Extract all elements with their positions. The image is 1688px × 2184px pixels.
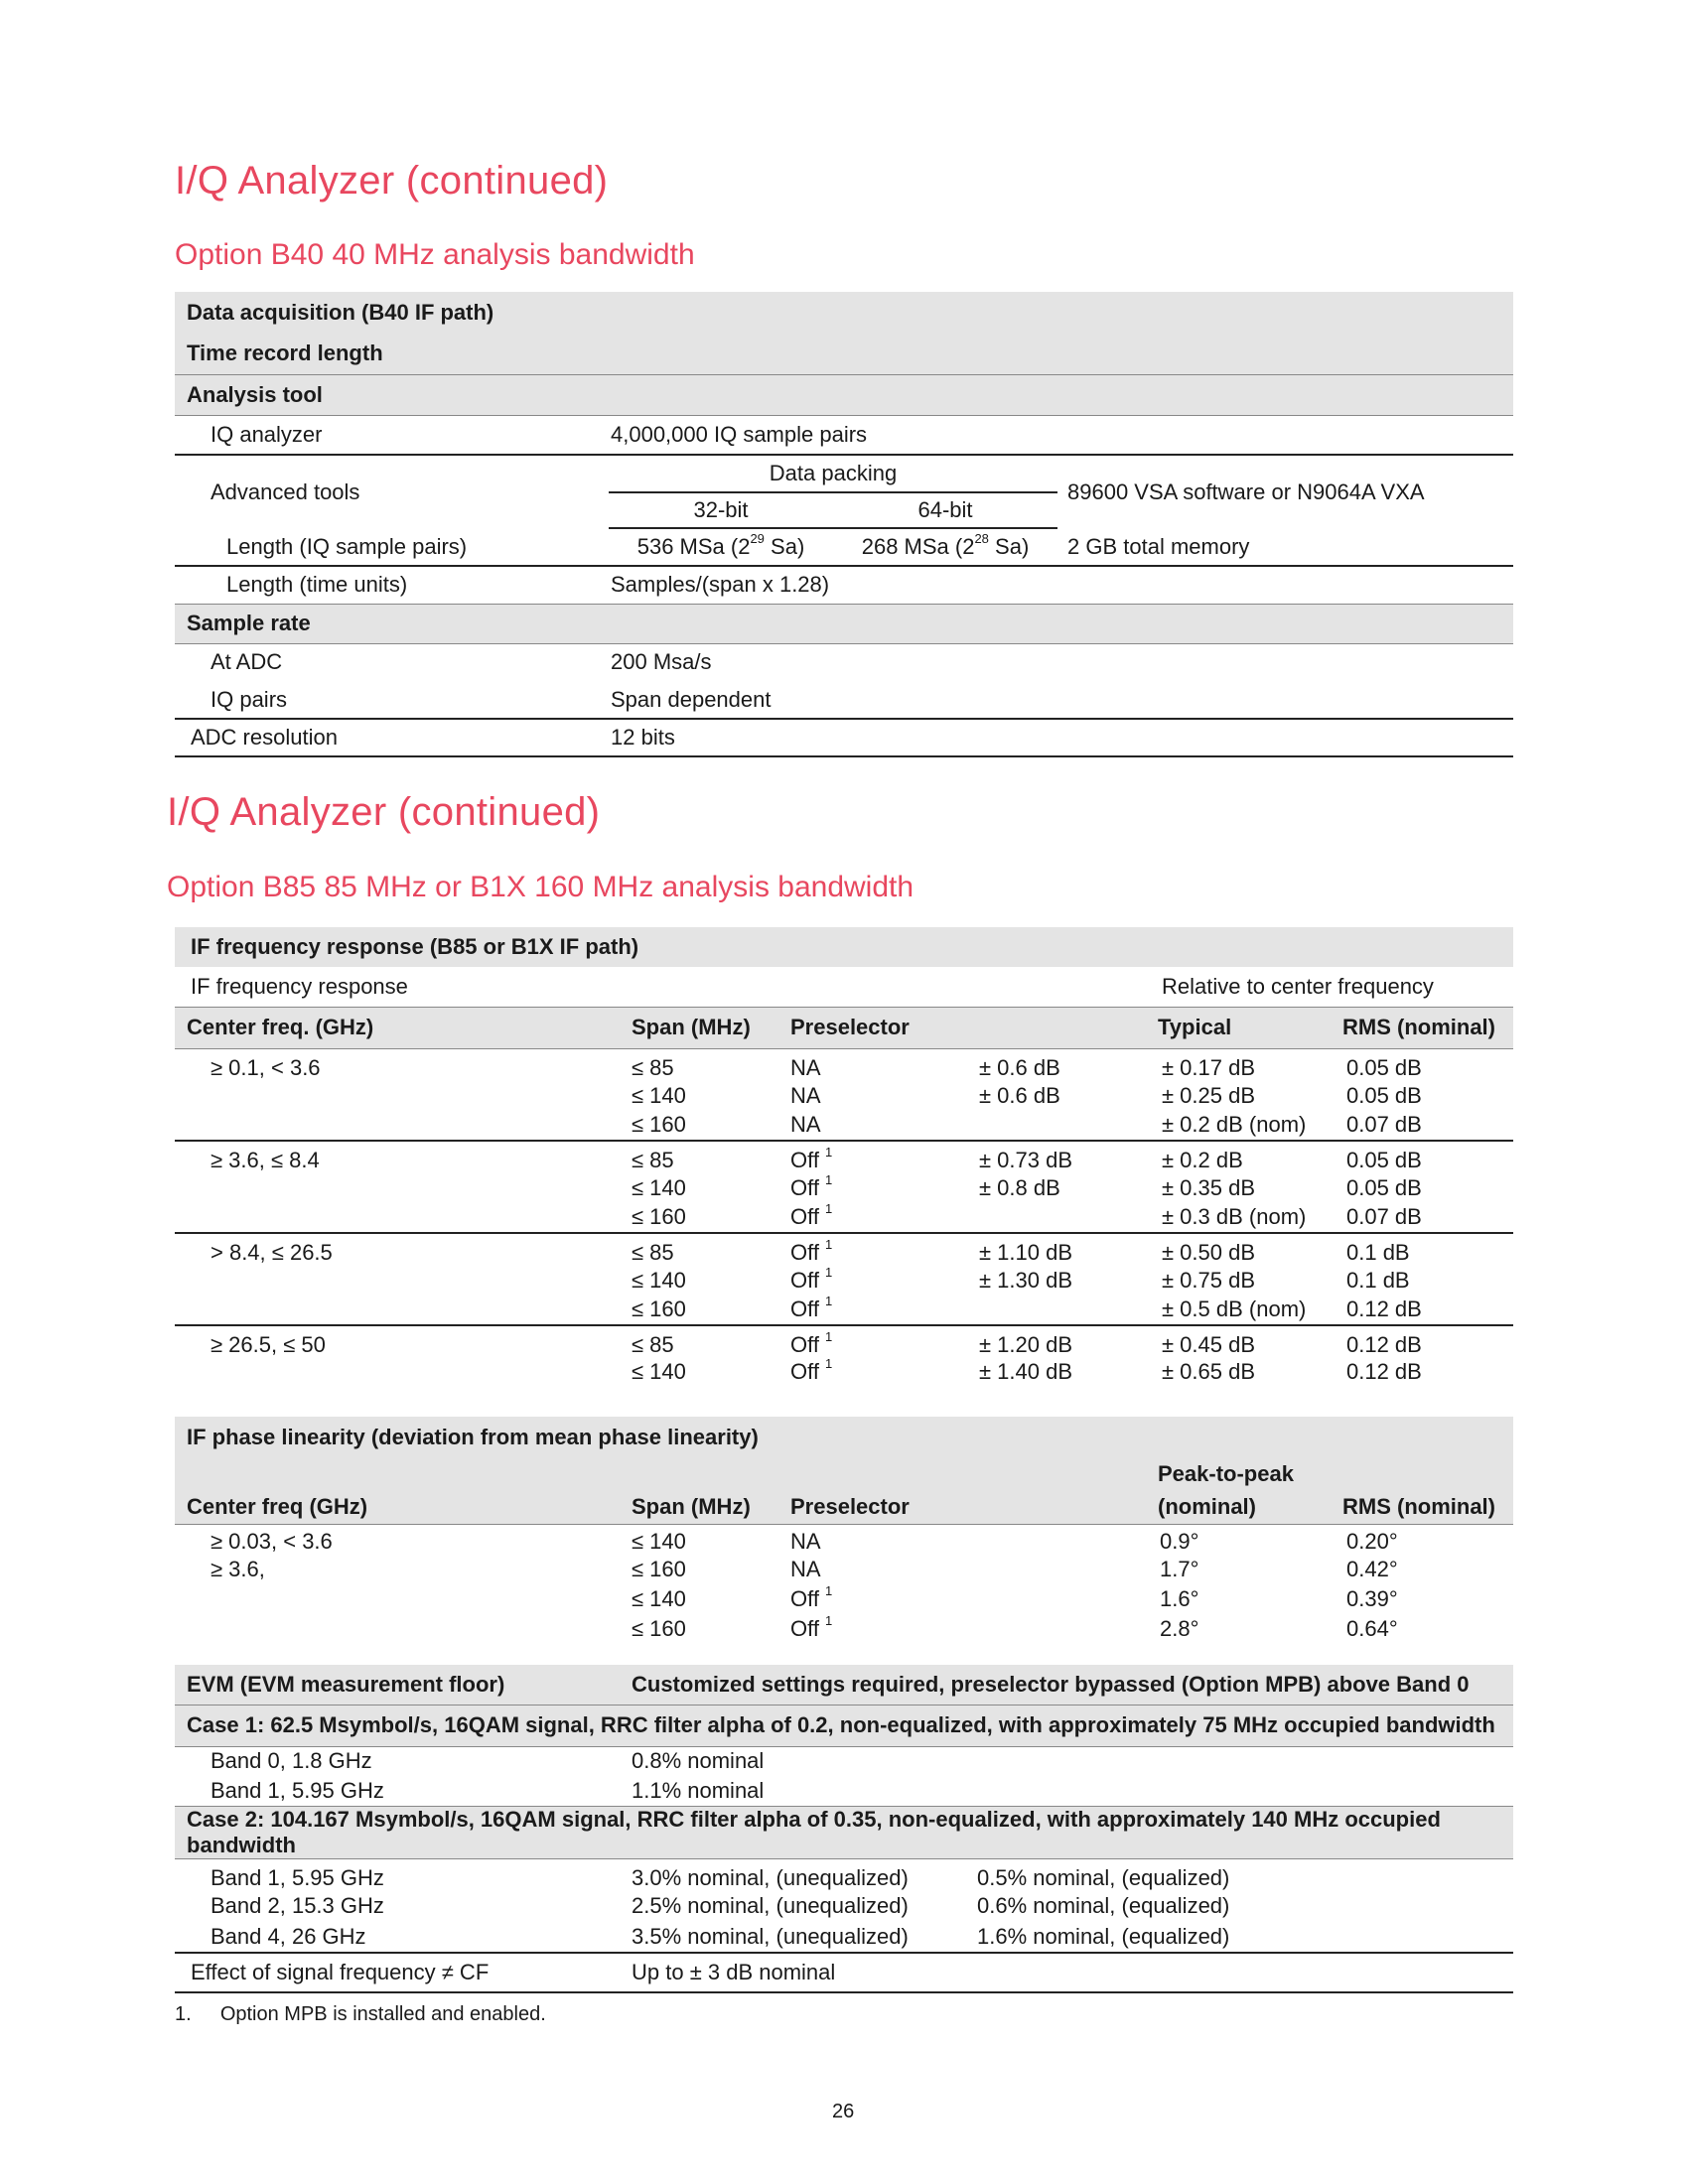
if-response-row <box>175 1141 1513 1173</box>
case1-row <box>175 1776 1513 1806</box>
band-cell: Band 4, 26 GHz <box>211 1923 366 1949</box>
col-center-freq: Center freq. (GHz) <box>175 1007 632 1048</box>
if-response-row <box>175 1111 1513 1141</box>
total-memory: 2 GB total memory <box>1057 528 1513 566</box>
phase-preselector-cell: Off $^1$ <box>790 1582 833 1611</box>
preselector-cell: NA <box>790 1054 821 1080</box>
phase-rms-cell: 0.42° <box>1346 1556 1398 1581</box>
band-cell: Band 1, 5.95 GHz <box>211 1777 384 1803</box>
spec-cell <box>979 1111 1158 1141</box>
phase-row <box>175 1555 1513 1584</box>
phase-ptp-cell: 1.7° <box>1160 1556 1199 1581</box>
center-freq-cell: ≥ 26.5, ≤ 50 <box>175 1325 632 1358</box>
preselector-cell: NA <box>790 1082 821 1108</box>
phase-rms-cell: 0.64° <box>1346 1615 1398 1641</box>
phase-preselector-cell: NA <box>790 1528 821 1554</box>
span-cell: ≤ 140 <box>632 1174 686 1200</box>
phase-col-rms: RMS (nominal) <box>1342 1490 1513 1524</box>
phase-preselector-cell: NA <box>790 1556 821 1581</box>
phase-linearity-header: IF phase linearity (deviation from mean phase linearity) <box>175 1417 1513 1458</box>
span-cell: ≤ 140 <box>632 1082 686 1108</box>
if-response-label: IF frequency response <box>191 973 408 999</box>
spec-cell <box>979 1203 1158 1233</box>
if-response-row <box>175 1266 1513 1296</box>
case2-row <box>175 1922 1513 1953</box>
spec-cell: ± 0.6 dB <box>979 1082 1060 1108</box>
preselector-cell: NA <box>790 1112 821 1137</box>
data-acq-header: Data acquisition (B40 IF path) <box>175 292 1513 334</box>
if-response-row <box>175 1233 1513 1266</box>
spec-cell: ± 1.20 dB <box>979 1325 1158 1358</box>
equalized-cell: 0.6% nominal, (equalized) <box>977 1893 1230 1918</box>
col-peak-to-peak: Peak-to-peak <box>1156 1458 1342 1490</box>
at-adc-label: At ADC <box>211 649 283 675</box>
span-cell: ≤ 85 <box>632 1054 674 1080</box>
center-freq-cell <box>175 1173 632 1203</box>
page-heading-1: I/Q Analyzer (continued) <box>175 159 609 203</box>
rms-cell: 0.12 dB <box>1342 1325 1513 1358</box>
if-response-table <box>175 927 1513 1388</box>
page-number: 26 <box>832 2101 855 2122</box>
rms-cell: 0.05 dB <box>1346 1082 1422 1108</box>
length-time-value: Samples/(span x 1.28) <box>611 572 830 598</box>
phase-span-cell: ≤ 140 <box>632 1585 686 1611</box>
case2-row <box>175 1891 1513 1922</box>
effect-value: Up to ± 3 dB nominal <box>632 1953 1513 1992</box>
adc-res-label: ADC resolution <box>175 719 609 756</box>
center-freq-cell <box>175 1296 632 1325</box>
spec-cell: ± 1.10 dB <box>979 1233 1158 1266</box>
rms-cell: 0.05 dB <box>1342 1141 1513 1173</box>
phase-span-cell: ≤ 140 <box>632 1528 686 1554</box>
spec-cell <box>979 1296 1158 1325</box>
iq-analyzer-label: IQ analyzer <box>175 415 609 455</box>
phase-ptp-cell: 0.9° <box>1160 1528 1199 1554</box>
span-cell: ≤ 140 <box>632 1358 686 1384</box>
col-span: Span (MHz) <box>632 1007 790 1048</box>
evm-label: EVM (EVM measurement floor) <box>175 1665 632 1705</box>
band-cell: Band 2, 15.3 GHz <box>211 1893 384 1918</box>
if-response-row <box>175 1203 1513 1233</box>
phase-center-cell: ≥ 0.03, < 3.6 <box>211 1528 333 1554</box>
if-response-row <box>175 1358 1513 1388</box>
preselector-cell: Off $^1$ <box>790 1325 979 1358</box>
center-freq-cell: > 8.4, ≤ 26.5 <box>175 1233 632 1266</box>
span-cell: ≤ 160 <box>632 1112 686 1137</box>
footnote <box>175 2003 546 2026</box>
equalized-cell: 1.6% nominal, (equalized) <box>977 1923 1230 1949</box>
col-preselector: Preselector <box>790 1007 1158 1048</box>
preselector-cell: Off $^1$ <box>790 1355 833 1384</box>
center-freq-cell <box>175 1081 632 1111</box>
if-response-row <box>175 1048 1513 1081</box>
phase-linearity-table <box>175 1417 1513 1644</box>
rms-cell: 0.12 dB <box>1346 1297 1422 1321</box>
length-iq-64: 268 MSa ($2^{28}$ Sa) <box>833 528 1057 566</box>
spec-cell: ± 0.8 dB <box>979 1174 1060 1200</box>
span-cell: ≤ 85 <box>632 1325 790 1358</box>
span-cell: ≤ 140 <box>632 1267 686 1293</box>
relative-center-note: Relative to center frequency <box>1162 973 1434 999</box>
typical-cell: ± 0.17 dB <box>1162 1054 1256 1080</box>
unequalized-cell: 2.5% nominal, (unequalized) <box>632 1893 909 1918</box>
center-freq-cell: ≥ 3.6, ≤ 8.4 <box>175 1141 632 1173</box>
rms-cell: 0.05 dB <box>1346 1054 1422 1080</box>
span-cell: ≤ 160 <box>632 1297 686 1321</box>
phase-rms-cell: 0.39° <box>1346 1585 1398 1611</box>
rms-cell: 0.05 dB <box>1346 1174 1422 1200</box>
typical-cell: ± 0.45 dB <box>1158 1325 1342 1358</box>
span-cell: ≤ 85 <box>632 1141 790 1173</box>
rms-cell: 0.1 dB <box>1346 1267 1410 1293</box>
phase-row <box>175 1524 1513 1555</box>
phase-span-cell: ≤ 160 <box>632 1556 686 1581</box>
analysis-tool-header: Analysis tool <box>175 374 1513 415</box>
spec-cell: ± 0.6 dB <box>979 1054 1060 1080</box>
iq-analyzer-value: 4,000,000 IQ sample pairs <box>609 415 1513 455</box>
option-b40-heading: Option B40 40 MHz analysis bandwidth <box>175 238 695 271</box>
iq-pairs-label: IQ pairs <box>175 681 609 719</box>
sample-rate-header: Sample rate <box>175 604 1513 643</box>
equalized-cell: 0.5% nominal, (equalized) <box>977 1864 1230 1890</box>
center-freq-cell <box>175 1266 632 1296</box>
center-freq-cell <box>175 1358 632 1388</box>
adc-res-value: 12 bits <box>609 719 1513 756</box>
if-response-row <box>175 1325 1513 1358</box>
vsa-software-note: 89600 VSA software or N9064A VXA <box>1067 478 1425 504</box>
phase-center-cell <box>175 1584 632 1614</box>
phase-ptp-cell: 2.8° <box>1160 1615 1199 1641</box>
phase-center-cell: ≥ 3.6, <box>211 1556 265 1581</box>
case2-row <box>175 1858 1513 1891</box>
length-iq-label: Length (IQ sample pairs) <box>175 528 609 566</box>
if-response-header: IF frequency response (B85 or B1X IF path) <box>175 927 1513 967</box>
phase-rms-cell: 0.20° <box>1346 1528 1398 1554</box>
if-response-row <box>175 1296 1513 1325</box>
page-heading-2: I/Q Analyzer (continued) <box>167 790 601 834</box>
preselector-cell: Off $^1$ <box>790 1201 833 1229</box>
span-cell: ≤ 85 <box>632 1233 790 1266</box>
typical-cell: ± 0.35 dB <box>1162 1174 1256 1200</box>
effect-label: Effect of signal frequency ≠ CF <box>175 1953 632 1992</box>
preselector-cell: Off $^1$ <box>790 1264 833 1293</box>
col-typical: Typical <box>1158 1007 1342 1048</box>
typical-cell: ± 0.75 dB <box>1162 1267 1256 1293</box>
phase-center-cell <box>175 1614 632 1644</box>
unequalized-cell: 3.5% nominal, (unequalized) <box>632 1923 909 1949</box>
center-freq-cell: ≥ 0.1, < 3.6 <box>211 1054 321 1080</box>
at-adc-value: 200 Msa/s <box>611 649 712 675</box>
span-cell: ≤ 160 <box>632 1204 686 1229</box>
phase-col-preselector: Preselector <box>790 1490 1156 1524</box>
spec-cell: ± 1.30 dB <box>979 1267 1073 1293</box>
typical-cell: ± 0.3 dB (nom) <box>1162 1204 1307 1229</box>
evm-value-cell: 1.1% nominal <box>632 1777 765 1803</box>
if-response-row <box>175 1173 1513 1203</box>
spec-cell: ± 1.40 dB <box>979 1358 1073 1384</box>
phase-row <box>175 1614 1513 1644</box>
iq-pairs-value: Span dependent <box>609 681 1513 719</box>
data-packing-label: Data packing <box>609 455 1057 492</box>
typical-cell: ± 0.2 dB <box>1158 1141 1342 1173</box>
center-freq-cell <box>175 1111 632 1141</box>
evm-value-cell: 0.8% nominal <box>632 1748 765 1774</box>
length-iq-32: 536 MSa ($2^{29}$ Sa) <box>609 528 833 566</box>
rms-cell: 0.12 dB <box>1346 1358 1422 1384</box>
bit64-label: 64-bit <box>833 492 1057 528</box>
preselector-cell: Off $^1$ <box>790 1294 833 1321</box>
phase-row <box>175 1584 1513 1614</box>
typical-cell: ± 0.50 dB <box>1158 1233 1342 1266</box>
rms-cell: 0.07 dB <box>1346 1112 1422 1137</box>
unequalized-cell: 3.0% nominal, (unequalized) <box>632 1864 909 1890</box>
band-cell: Band 1, 5.95 GHz <box>211 1864 384 1890</box>
advanced-tools-label: Advanced tools <box>211 478 360 504</box>
phase-span-cell: ≤ 160 <box>632 1615 686 1641</box>
footnote-text: Option MPB is installed and enabled. <box>219 2003 546 2025</box>
case2-header: Case 2: 104.167 Msymbol/s, 16QAM signal, RRC filter alpha of 0.35, non-equalized, with approximately 140 MHz occupied bandwidth <box>175 1806 1513 1858</box>
evm-value: Customized settings required, preselector bypassed (Option MPB) above Band 0 <box>632 1665 1513 1705</box>
evm-table <box>175 1665 1513 1993</box>
preselector-cell: Off $^1$ <box>790 1141 979 1173</box>
typical-cell: ± 0.65 dB <box>1162 1358 1256 1384</box>
typical-cell: ± 0.5 dB (nom) <box>1162 1297 1307 1321</box>
col-rms: RMS (nominal) <box>1342 1007 1513 1048</box>
spec-cell: ± 0.73 dB <box>979 1141 1158 1173</box>
center-freq-cell <box>175 1203 632 1233</box>
band-cell: Band 0, 1.8 GHz <box>211 1748 372 1774</box>
bit32-label: 32-bit <box>609 492 833 528</box>
phase-col-center: Center freq (GHz) <box>175 1490 632 1524</box>
phase-col-span: Span (MHz) <box>632 1490 790 1524</box>
time-record-header: Time record length <box>175 334 1513 374</box>
if-response-row <box>175 1081 1513 1111</box>
b40-spec-table <box>175 292 1513 757</box>
option-b85-heading: Option B85 85 MHz or B1X 160 MHz analysis bandwidth <box>167 871 914 903</box>
length-time-label: Length (time units) <box>226 572 408 598</box>
case1-header: Case 1: 62.5 Msymbol/s, 16QAM signal, RRC filter alpha of 0.2, non-equalized, with approximately 75 MHz occupied bandwidth <box>175 1705 1513 1746</box>
phase-preselector-cell: Off $^1$ <box>790 1612 833 1641</box>
rms-cell: 0.1 dB <box>1342 1233 1513 1266</box>
preselector-cell: Off $^1$ <box>790 1233 979 1266</box>
footnote-number: 1. <box>175 2003 192 2025</box>
typical-cell: ± 0.2 dB (nom) <box>1162 1112 1307 1137</box>
phase-col-nominal: (nominal) <box>1156 1490 1342 1524</box>
typical-cell: ± 0.25 dB <box>1162 1082 1256 1108</box>
case1-row <box>175 1746 1513 1776</box>
rms-cell: 0.07 dB <box>1346 1204 1422 1229</box>
preselector-cell: Off $^1$ <box>790 1171 833 1200</box>
phase-ptp-cell: 1.6° <box>1160 1585 1199 1611</box>
